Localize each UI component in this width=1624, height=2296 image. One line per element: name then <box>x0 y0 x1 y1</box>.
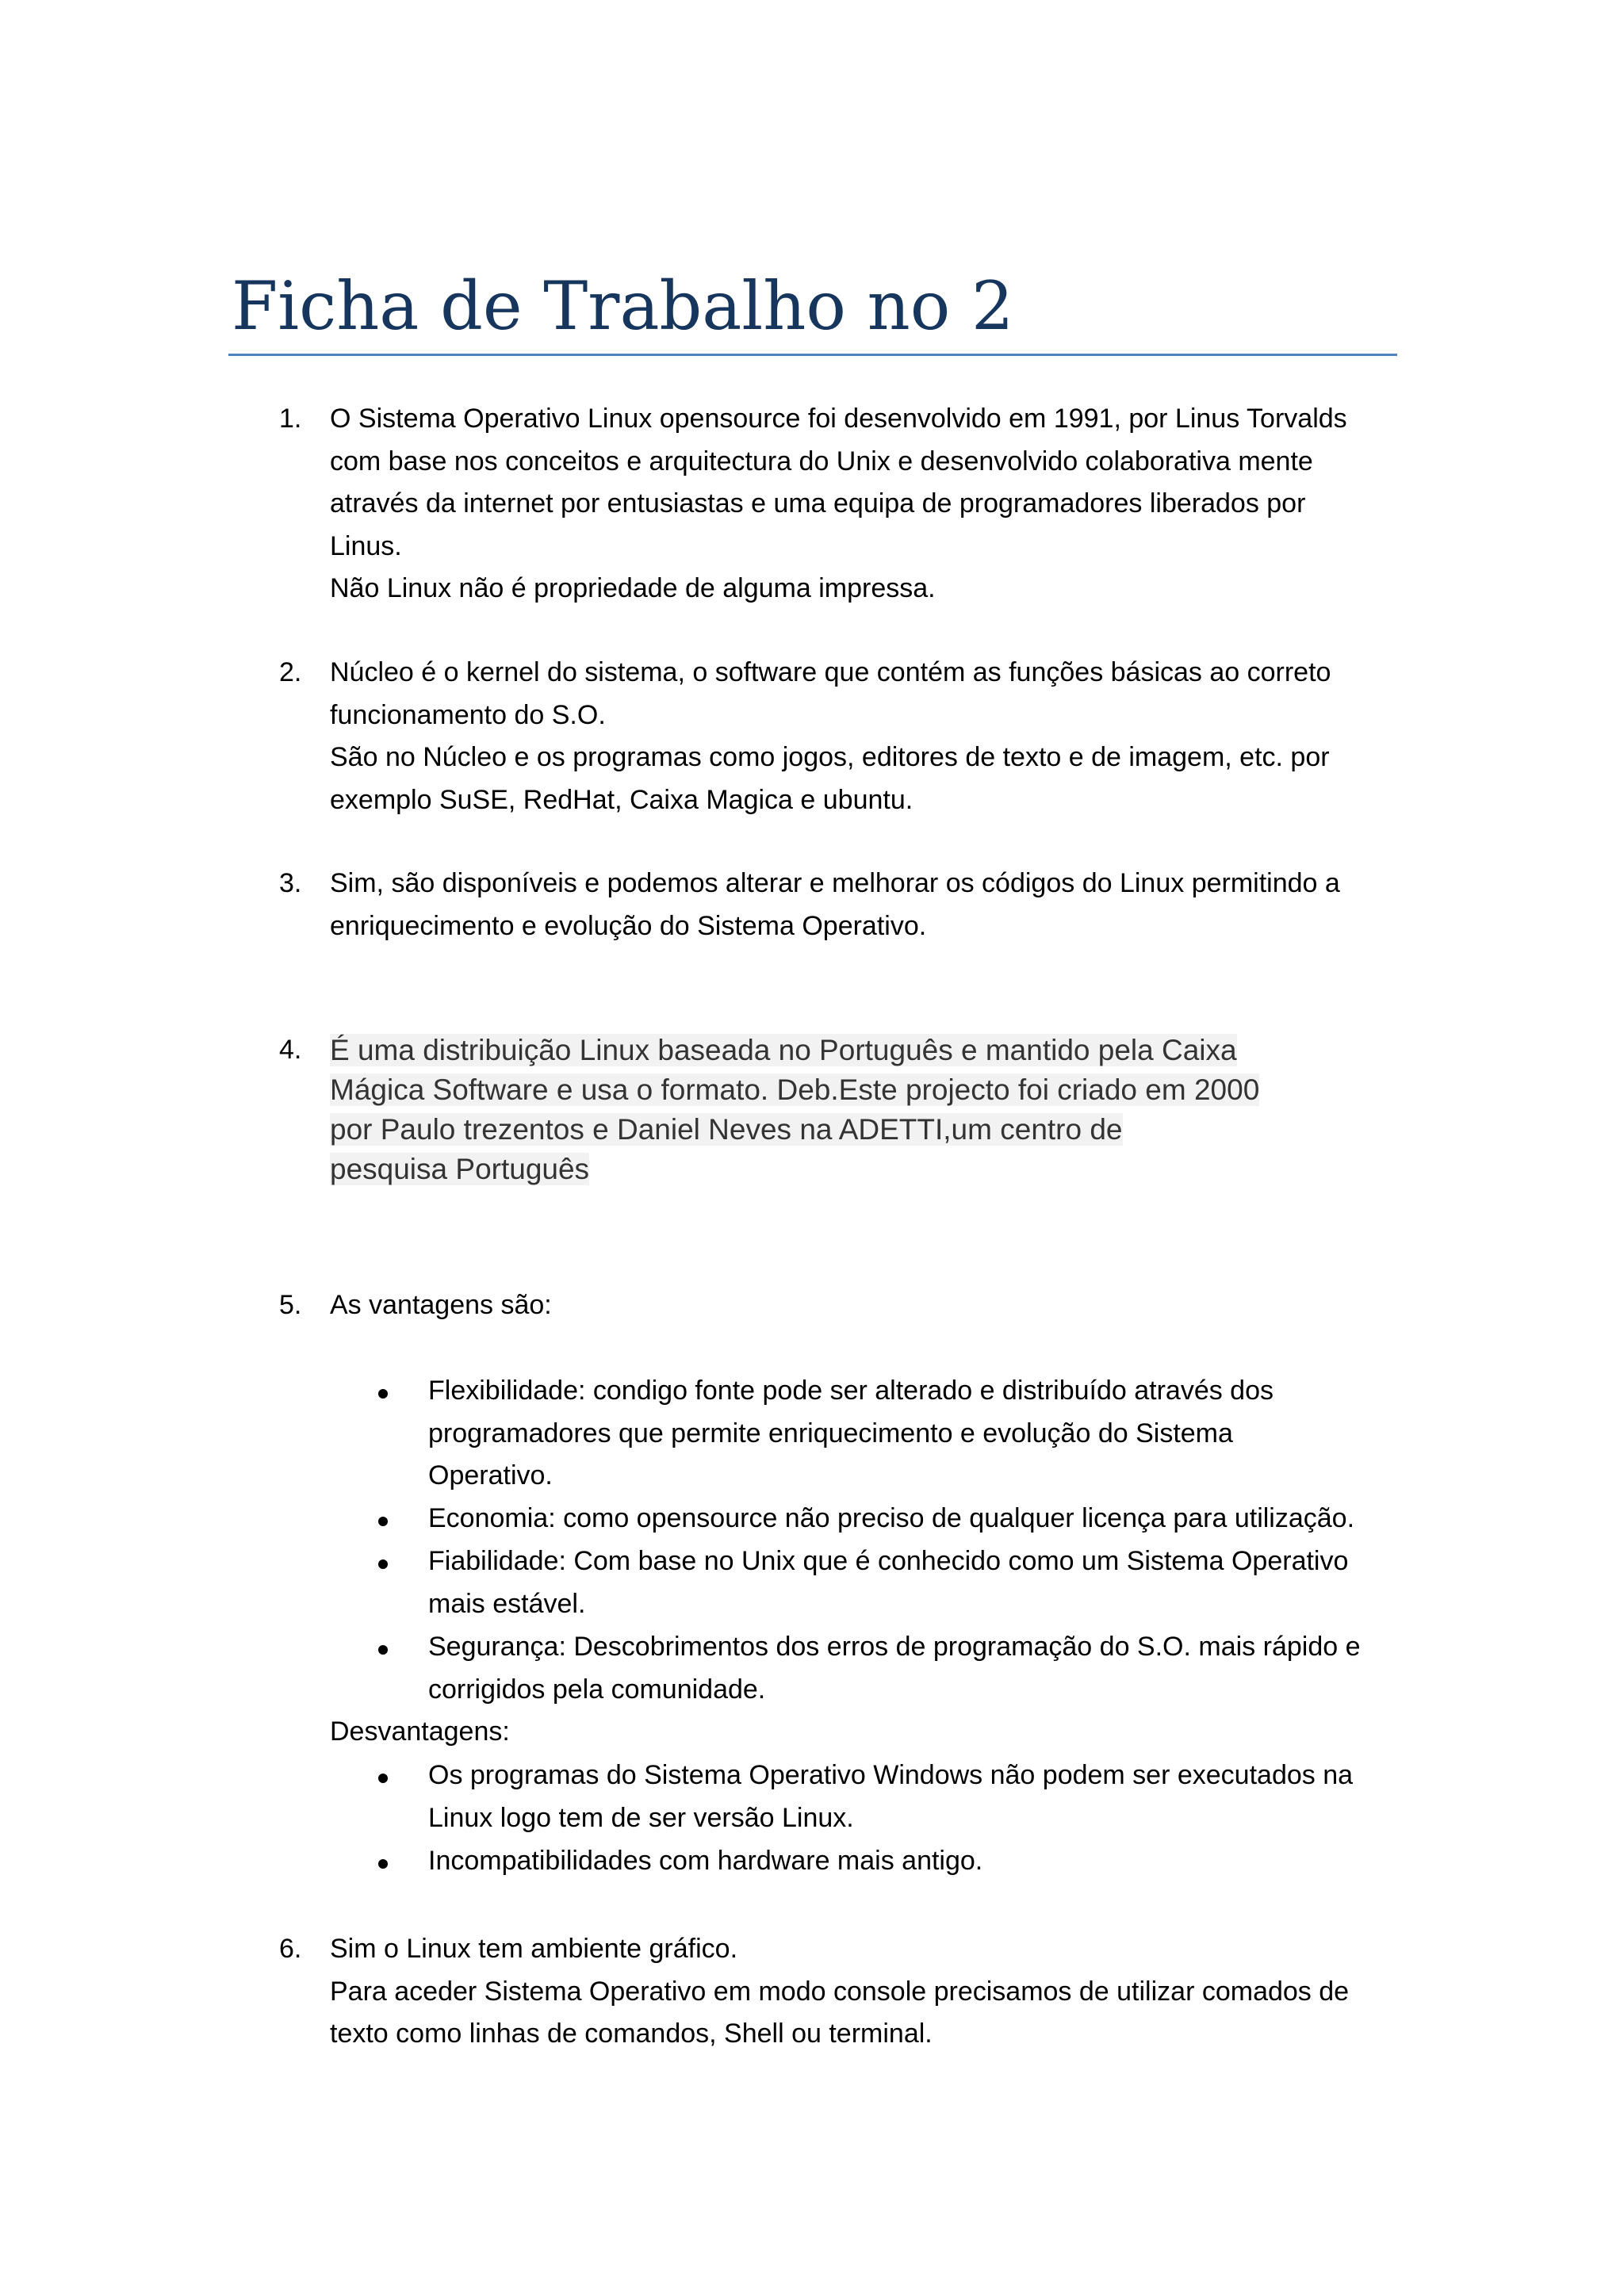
bullet-icon <box>378 1517 388 1526</box>
text-line: texto como linhas de comandos, Shell ou terminal. <box>330 2019 933 2049</box>
bullet-text: Incompatibilidades com hardware mais antigo. <box>428 1846 983 1876</box>
text-line: enriquecimento e evolução do Sistema Operativo. <box>330 910 927 941</box>
item-number: 6. <box>279 1934 302 1964</box>
text-line: com base nos conceitos e arquitectura do Unix e desenvolvido colaborativa mente <box>330 446 1313 476</box>
bullet-icon <box>378 1559 388 1569</box>
text-line: As vantagens são: <box>330 1290 552 1320</box>
item-intro <box>330 1284 1408 1327</box>
text-line: O Sistema Operativo Linux opensource foi desenvolvido em 1991, por Linus Torvalds <box>330 404 1347 434</box>
text-line: São no Núcleo e os programas como jogos, editores de texto e de imagem, etc. por <box>330 742 1330 772</box>
text-line: Mágica Software e usa o formato. Deb.Este projecto foi criado em 2000 <box>330 1073 1260 1106</box>
text-line: Sim, são disponíveis e podemos alterar e melhorar os códigos do Linux permitindo a <box>330 868 1340 898</box>
text-line: Para aceder Sistema Operativo em modo console precisamos de utilizar comados de <box>330 1976 1350 2007</box>
text-line: por Paulo trezentos e Daniel Neves na ADETTI,um centro de <box>330 1113 1123 1146</box>
bullet-text: Flexibilidade: condigo fonte pode ser alterado e distribuído através dos programadores que permite enriquecimento e evolução do Sistema Operativo. <box>428 1376 1274 1490</box>
document-title: Ficha de Trabalho no 2 <box>232 267 1014 345</box>
bullet-text: Economia: como opensource não preciso de qualquer licença para utilização. <box>428 1503 1355 1533</box>
bullet-text: Segurança: Descobrimentos dos erros de programação do S.O. mais rápido e corrigidos pela comunidade. <box>428 1632 1361 1705</box>
bullet-icon <box>378 1774 388 1783</box>
text-line: É uma distribuição Linux baseada no Português e mantido pela Caixa <box>330 1034 1237 1066</box>
item-text <box>330 398 1408 610</box>
disadvantages-label: Desvantagens: <box>330 1716 510 1747</box>
text-line: Não Linux não é propriedade de alguma impressa. <box>330 573 936 603</box>
text-line: pesquisa Português <box>330 1153 590 1185</box>
item-number: 3. <box>279 868 302 898</box>
item-number: 4. <box>279 1035 302 1065</box>
text-line: Linus. <box>330 530 402 561</box>
item-text <box>330 652 1408 821</box>
bullet-text: Fiabilidade: Com base no Unix que é conhecido como um Sistema Operativo mais estável. <box>428 1546 1349 1619</box>
item-text <box>330 1928 1408 2056</box>
bullet-icon <box>378 1645 388 1655</box>
bullet-icon <box>378 1859 388 1869</box>
item-number: 2. <box>279 657 302 687</box>
item-number: 5. <box>279 1290 302 1320</box>
text-line: através da internet por entusiastas e uma equipa de programadores liberados por <box>330 488 1306 519</box>
text-line: funcionamento do S.O. <box>330 699 606 730</box>
bullet-icon <box>378 1389 388 1399</box>
item-text-highlighted <box>330 1031 1408 1189</box>
text-line: Sim o Linux tem ambiente gráfico. <box>330 1934 738 1964</box>
text-line: exemplo SuSE, RedHat, Caixa Magica e ubuntu. <box>330 784 914 815</box>
text-line: Núcleo é o kernel do sistema, o software que contém as funções básicas ao correto <box>330 657 1331 687</box>
bullet-text: Os programas do Sistema Operativo Windows não podem ser executados na Linux logo tem de ser versão Linux. <box>428 1760 1354 1833</box>
title-underline <box>228 354 1397 356</box>
item-text <box>330 863 1408 947</box>
item-number: 1. <box>279 404 302 434</box>
